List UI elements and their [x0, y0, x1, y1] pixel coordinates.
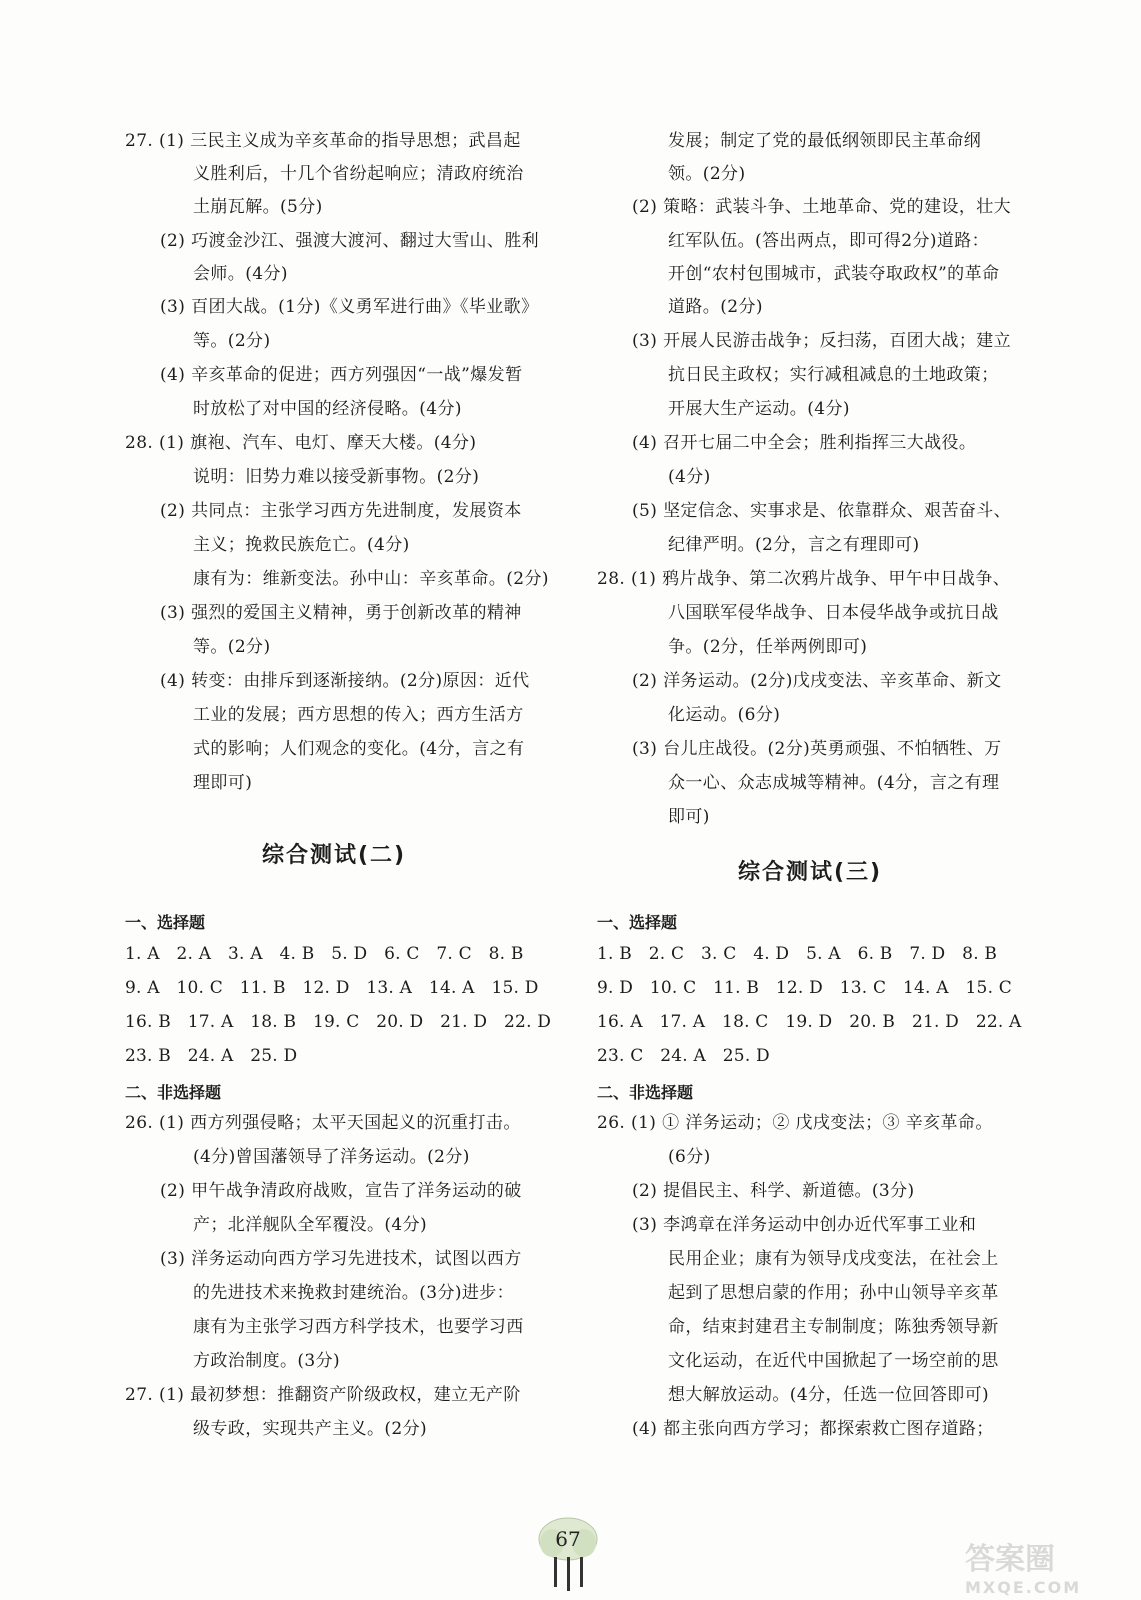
left-q26-line-2: (4分)曾国藩领导了洋务运动。(2分) — [193, 1147, 470, 1167]
left-q27-line-3: 土崩瓦解。(5分) — [193, 197, 323, 217]
left-q28-line-4: 主义；挽救民族危亡。(4分) — [193, 535, 410, 555]
left-q26-line-1: 26. (1) 西方列强侵略；太平天国起义的沉重打击。 — [125, 1113, 521, 1133]
left-q28-line-11: 理即可) — [193, 773, 253, 793]
right-q27-line-7: (3) 开展人民游击战争；反扫荡，百团大战；建立 — [632, 331, 1012, 351]
left-nonchoice-heading: 二、非选择题 — [125, 1083, 222, 1102]
right-q26-line-3: (2) 提倡民主、科学、新道德。(3分) — [632, 1181, 915, 1201]
left-q28-line-9: 工业的发展；西方思想的传入；西方生活方 — [193, 705, 524, 725]
left-q28-line-7: 等。(2分) — [193, 637, 271, 657]
right-q26-line-10: (4) 都主张向西方学习；都探索救亡图存道路； — [632, 1419, 994, 1439]
right-q26-line-4: (3) 李鸿章在洋务运动中创办近代军事工业和 — [632, 1215, 977, 1235]
right-q28-line-6: (3) 台儿庄战役。(2分)英勇顽强、不怕牺牲、万 — [632, 739, 1002, 759]
left-q28-line-8: (4) 转变：由排斥到逐渐接纳。(2分)原因：近代 — [160, 671, 530, 691]
left-q26-line-6: 的先进技术来挽救封建统治。(3分)进步： — [193, 1283, 515, 1303]
page-number-badge — [538, 1517, 598, 1563]
left-q27b-line-1: 27. (1) 最初梦想：推翻资产阶级政权，建立无产阶 — [125, 1385, 521, 1405]
left-q28-line-1: 28. (1) 旗袍、汽车、电灯、摩天大楼。(4分) — [125, 433, 477, 453]
left-q27-line-8: (4) 辛亥革命的促进；西方列强因“一战”爆发暂 — [160, 365, 523, 385]
right-q28-line-1: 28. (1) 鸦片战争、第二次鸦片战争、甲午中日战争、 — [597, 569, 1011, 589]
left-q26-line-7: 康有为主张学习西方科学技术，也要学习西 — [193, 1317, 524, 1337]
right-q28-line-7: 众一心、众志成城等精神。(4分，言之有理 — [668, 773, 1000, 793]
left-mc-row-1: 1. A 2. A 3. A 4. B 5. D 6. C 7. C 8. B — [125, 944, 524, 964]
left-q28-line-5: 康有为：维新变法。孙中山：辛亥革命。(2分) — [193, 569, 549, 589]
watermark-line-2: MXQE.COM — [965, 1578, 1082, 1597]
right-mc-row-3: 16. A 17. A 18. C 19. D 20. B 21. D 22. A — [597, 1012, 1022, 1032]
left-q26-line-3: (2) 甲午战争清政府战败，宣告了洋务运动的破 — [160, 1181, 522, 1201]
left-section-title: 综合测试(二) — [262, 843, 407, 868]
left-q27-line-9: 时放松了对中国的经济侵略。(4分) — [193, 399, 462, 419]
right-q26-line-2: (6分) — [668, 1147, 711, 1167]
right-q27-line-3: (2) 策略：武装斗争、土地革命、党的建设，壮大 — [632, 197, 1012, 217]
left-q27-line-2: 义胜利后，十几个省纷起响应；清政府统治 — [193, 164, 524, 184]
right-mc-row-4: 23. C 24. A 25. D — [597, 1046, 770, 1066]
left-q26-line-8: 方政治制度。(3分) — [193, 1351, 341, 1371]
left-q26-line-5: (3) 洋务运动向西方学习先进技术，试图以西方 — [160, 1249, 522, 1269]
page-number: 67 — [555, 1527, 581, 1551]
right-q28-line-8: 即可) — [668, 807, 710, 827]
right-mc-row-1: 1. B 2. C 3. C 4. D 5. A 6. B 7. D 8. B — [597, 944, 998, 964]
left-q28-line-10: 式的影响；人们观念的变化。(4分，言之有 — [193, 739, 525, 759]
right-choice-heading: 一、选择题 — [597, 913, 678, 932]
right-section-title: 综合测试(三) — [738, 860, 883, 885]
left-q27-line-7: 等。(2分) — [193, 331, 271, 351]
right-q26-line-9: 想大解放运动。(4分，任选一位回答即可) — [668, 1385, 990, 1405]
left-q27-line-6: (3) 百团大战。(1分)《义勇军进行曲》《毕业歌》 — [160, 297, 539, 317]
right-nonchoice-heading: 二、非选择题 — [597, 1083, 694, 1102]
right-q27-line-12: (5) 坚定信念、实事求是、依靠群众、艰苦奋斗、 — [632, 501, 1012, 521]
watermark-logo — [965, 1534, 1135, 1597]
right-q27-line-6: 道路。(2分) — [668, 297, 763, 317]
left-q28-line-6: (3) 强烈的爱国主义精神，勇于创新改革的精神 — [160, 603, 522, 623]
right-q27-line-4: 红军队伍。(答出两点，即可得2分)道路： — [668, 231, 990, 251]
right-q28-line-4: (2) 洋务运动。(2分)戊戌变法、辛亥革命、新文 — [632, 671, 1002, 691]
right-q26-line-1: 26. (1) ① 洋务运动；② 戊戌变法；③ 辛亥革命。 — [597, 1113, 993, 1133]
right-q26-line-7: 命，结束封建君主专制制度；陈独秀领导新 — [668, 1317, 999, 1337]
right-q27-line-8: 抗日民主政权；实行减租减息的土地政策； — [668, 365, 999, 385]
right-q27-line-10: (4) 召开七届二中全会；胜利指挥三大战役。 — [632, 433, 977, 453]
right-mc-row-2: 9. D 10. C 11. B 12. D 13. C 14. A 15. C — [597, 978, 1012, 998]
right-q26-line-6: 起到了思想启蒙的作用；孙中山领导辛亥革 — [668, 1283, 999, 1303]
watermark-line-1: 答案圈 — [965, 1542, 1055, 1577]
right-q27-line-2: 领。(2分) — [668, 164, 746, 184]
left-q26-line-4: 产；北洋舰队全军覆没。(4分) — [193, 1215, 428, 1235]
left-q28-line-3: (2) 共同点：主张学习西方先进制度，发展资本 — [160, 501, 522, 521]
left-q27-line-5: 会师。(4分) — [193, 264, 288, 284]
left-mc-row-3: 16. B 17. A 18. B 19. C 20. D 21. D 22. D — [125, 1012, 552, 1032]
left-q27b-line-2: 级专政，实现共产主义。(2分) — [193, 1419, 428, 1439]
right-q28-line-5: 化运动。(6分) — [668, 705, 781, 725]
left-mc-row-4: 23. B 24. A 25. D — [125, 1046, 298, 1066]
right-q28-line-2: 八国联军侵华战争、日本侵华战争或抗日战 — [668, 603, 999, 623]
right-q26-line-8: 文化运动，在近代中国掀起了一场空前的思 — [668, 1351, 999, 1371]
right-q28-line-3: 争。(2分，任举两例即可) — [668, 637, 868, 657]
right-q26-line-5: 民用企业；康有为领导戊戌变法，在社会上 — [668, 1249, 999, 1269]
right-q27-line-11: (4分) — [668, 467, 711, 487]
right-q27-line-13: 纪律严明。(2分，言之有理即可) — [668, 535, 920, 555]
right-q27-line-5: 开创“农村包围城市，武装夺取政权”的革命 — [668, 264, 1000, 284]
right-q27-line-1: 发展；制定了党的最低纲领即民主革命纲 — [668, 131, 982, 151]
left-q28-line-2: 说明：旧势力难以接受新事物。(2分) — [193, 467, 480, 487]
left-q27-line-4: (2) 巧渡金沙江、强渡大渡河、翻过大雪山、胜利 — [160, 231, 540, 251]
right-q27-line-9: 开展大生产运动。(4分) — [668, 399, 850, 419]
left-q27-line-1: 27. (1) 三民主义成为辛亥革命的指导思想；武昌起 — [125, 131, 521, 151]
left-choice-heading: 一、选择题 — [125, 913, 206, 932]
left-mc-row-2: 9. A 10. C 11. B 12. D 13. A 14. A 15. D — [125, 978, 539, 998]
